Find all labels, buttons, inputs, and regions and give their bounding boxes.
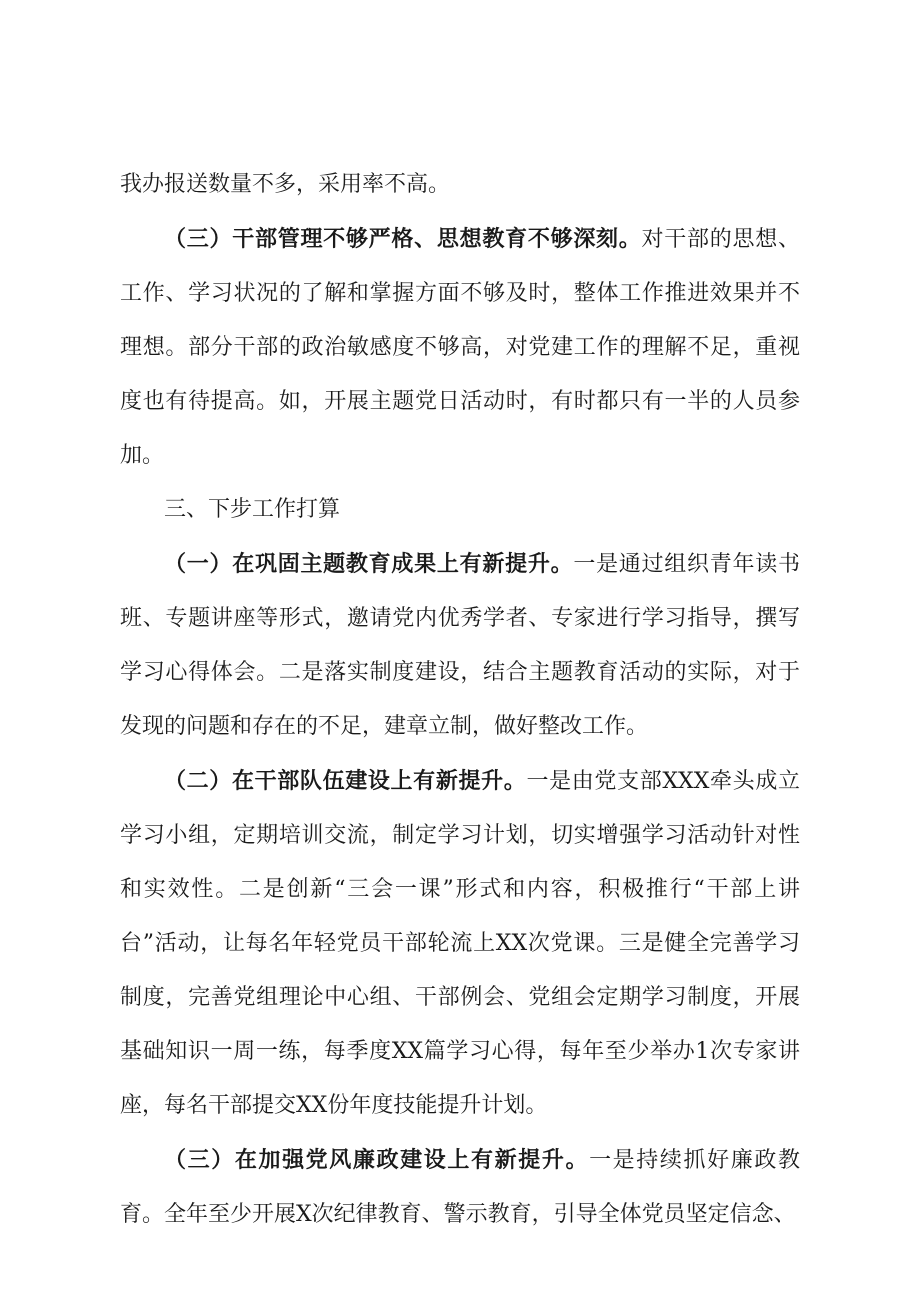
paragraph-team-building [120, 754, 800, 1133]
paragraph-lead: （二）在干部队伍建设上有新提升。 [164, 768, 527, 794]
paragraph-integrity-building [120, 1133, 800, 1242]
paragraph-lead: （三）干部管理不够严格、思想教育不够深刻。 [164, 226, 642, 252]
document-page [120, 158, 800, 1242]
paragraph-text: 一是持续抓好廉政教育。全年至少开展X次纪律教育、警示教育，引导全体党员坚定信念、 [120, 1148, 800, 1227]
section-heading-text: 三、下步工作打算 [164, 497, 341, 522]
section-heading [120, 483, 800, 537]
paragraph-text: 一是通过组织青年读书班、专题讲座等形式，邀请党内优秀学者、专家进行学习指导，撰写学习心得体会。二是落实制度建设，结合主题教育活动的实际，对于发现的问题和存在的不足，建章立制，做好整改工作。 [120, 552, 800, 739]
paragraph-lead: （三）在加强党风廉政建设上有新提升。 [164, 1147, 590, 1173]
paragraph-theme-education [120, 537, 800, 754]
paragraph-text: 我办报送数量不多，采用率不高。 [120, 172, 451, 197]
paragraph-cadre-management [120, 212, 800, 483]
paragraph-text: 对干部的思想、工作、学习状况的了解和掌握方面不够及时，整体工作推进效果并不理想。部分干部的政治敏感度不够高，对党建工作的理解不足，重视度也有待提高。如，开展主题党日活动时，有时都只有一半的人员参加。 [120, 227, 800, 468]
paragraph-text: 一是由党支部XXX牵头成立学习小组，定期培训交流，制定学习计划，切实增强学习活动针对性和实效性。二是创新“三会一课”形式和内容，积极推行“干部上讲台”活动，让每名年轻党员干部轮流上XX次党课。三是健全完善学习制度，完善党组理论中心组、干部例会、党组会定期学习制度，开展基础知识一周一练，每季度XX篇学习心得，每年至少举办1次专家讲座，每名干部提交XX份年度技能提升计划。 [120, 769, 800, 1118]
paragraph-continuation [120, 158, 800, 212]
paragraph-lead: （一）在巩固主题教育成果上有新提升。 [164, 551, 574, 577]
